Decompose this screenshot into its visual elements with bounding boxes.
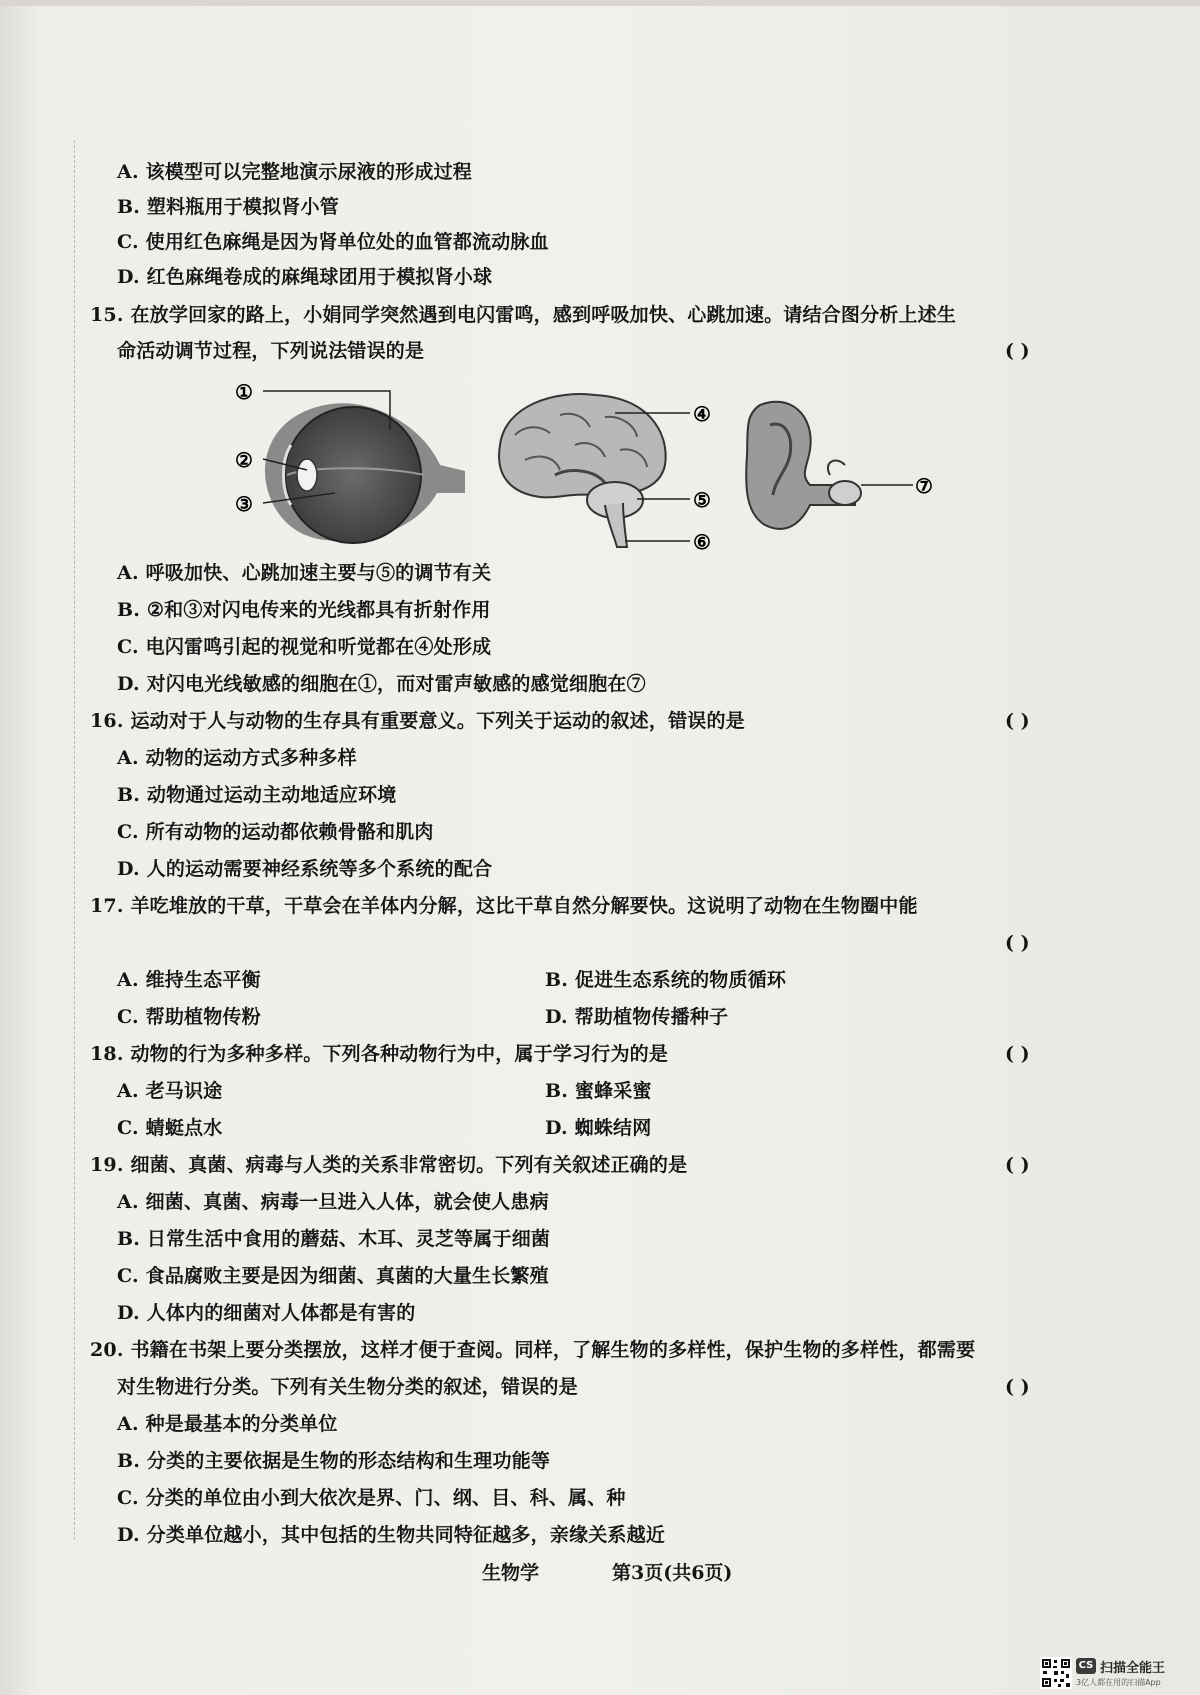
q16-stem: 16. 运动对于人与动物的生存具有重要意义。下列关于运动的叙述，错误的是 xyxy=(90,710,745,732)
q17-option-a: A. 维持生态平衡 xyxy=(117,969,261,991)
binding-line xyxy=(74,140,75,1540)
cs-logo-icon: CS xyxy=(1076,1658,1096,1674)
q19-stem: 19. 细菌、真菌、病毒与人类的关系非常密切。下列有关叙述正确的是 xyxy=(90,1154,688,1176)
q19-option-a: A. 细菌、真菌、病毒一旦进入人体，就会使人患病 xyxy=(117,1191,549,1213)
q18-option-a: A. 老马识途 xyxy=(117,1080,223,1102)
q16-option-a: A. 动物的运动方式多种多样 xyxy=(117,747,357,769)
q20-option-b: B. 分类的主要依据是生物的形态结构和生理功能等 xyxy=(117,1450,551,1472)
q17-option-d: D. 帮助植物传播种子 xyxy=(545,1006,729,1028)
label-6: ⑥ xyxy=(693,530,711,550)
scanner-app-name: 扫描全能王 xyxy=(1100,1661,1166,1676)
label-1: ① xyxy=(235,380,253,404)
q14-option-b: B. 塑料瓶用于模拟肾小管 xyxy=(117,196,339,218)
scanner-watermark xyxy=(1040,1657,1192,1691)
label-4: ④ xyxy=(693,402,711,426)
label-5: ⑤ xyxy=(693,488,711,512)
q17-option-b: B. 促进生态系统的物质循环 xyxy=(545,969,787,991)
q17-answer-paren: ( ) xyxy=(1005,932,1030,954)
q19-answer-paren: ( ) xyxy=(1005,1154,1030,1176)
q20-option-a: A. 种是最基本的分类单位 xyxy=(117,1413,338,1435)
q15-option-d: D. 对闪电光线敏感的细胞在①，而对雷声敏感的感觉细胞在⑦ xyxy=(117,673,646,695)
q18-option-b: B. 蜜蜂采蜜 xyxy=(545,1080,652,1102)
q16-answer-paren: ( ) xyxy=(1005,710,1030,732)
q15-stem-line2: 命活动调节过程，下列说法错误的是 xyxy=(117,340,425,362)
q18-option-d: D. 蜘蛛结网 xyxy=(545,1117,652,1139)
q15-stem-line1: 15. 在放学回家的路上，小娟同学突然遇到电闪雷鸣，感到呼吸加快、心跳加速。请结合图分析上述生 xyxy=(90,304,957,326)
q19-option-c: C. 食品腐败主要是因为细菌、真菌的大量生长繁殖 xyxy=(117,1265,549,1287)
footer-subject: 生物学 xyxy=(482,1562,540,1584)
q19-option-d: D. 人体内的细菌对人体都是有害的 xyxy=(117,1302,416,1324)
q14-option-c: C. 使用红色麻绳是因为肾单位处的血管都流动脉血 xyxy=(117,231,549,253)
q16-option-d: D. 人的运动需要神经系统等多个系统的配合 xyxy=(117,858,493,880)
q16-option-c: C. 所有动物的运动都依赖骨骼和肌肉 xyxy=(117,821,434,843)
q15-option-a: A. 呼吸加快、心跳加速主要与⑤的调节有关 xyxy=(117,562,492,584)
q20-option-d: D. 分类单位越小，其中包括的生物共同特征越多，亲缘关系越近 xyxy=(117,1524,666,1546)
footer-page: 第3页(共6页) xyxy=(612,1562,733,1584)
q17-option-c: C. 帮助植物传粉 xyxy=(117,1006,261,1028)
q18-option-c: C. 蜻蜓点水 xyxy=(117,1117,223,1139)
q15-figure xyxy=(225,375,965,550)
q18-stem: 18. 动物的行为多种多样。下列各种动物行为中，属于学习行为的是 xyxy=(90,1043,669,1065)
brain-icon xyxy=(499,394,666,547)
label-3: ③ xyxy=(235,492,253,516)
q18-answer-paren: ( ) xyxy=(1005,1043,1030,1065)
q20-answer-paren: ( ) xyxy=(1005,1376,1030,1398)
q15-option-c: C. 电闪雷鸣引起的视觉和听觉都在④处形成 xyxy=(117,636,492,658)
q17-stem: 17. 羊吃堆放的干草，干草会在羊体内分解，这比干草自然分解要快。这说明了动物在生物圈中能 xyxy=(90,895,918,917)
q20-option-c: C. 分类的单位由小到大依次是界、门、纲、目、科、属、种 xyxy=(117,1487,626,1509)
label-2: ② xyxy=(235,448,253,472)
qr-code-icon xyxy=(1040,1657,1072,1689)
q20-stem-line2: 对生物进行分类。下列有关生物分类的叙述，错误的是 xyxy=(117,1376,578,1398)
q16-option-b: B. 动物通过运动主动地适应环境 xyxy=(117,784,397,806)
q15-option-b: B. ②和③对闪电传来的光线都具有折射作用 xyxy=(117,599,491,621)
ear-icon xyxy=(746,402,861,529)
q14-option-a: A. 该模型可以完整地演示尿液的形成过程 xyxy=(117,161,472,183)
top-edge xyxy=(0,0,1200,6)
q14-option-d: D. 红色麻绳卷成的麻绳球团用于模拟肾小球 xyxy=(117,266,493,288)
scanner-app-tagline: 3亿人都在用的扫描App xyxy=(1076,1678,1161,1687)
q19-option-b: B. 日常生活中食用的蘑菇、木耳、灵芝等属于细菌 xyxy=(117,1228,551,1250)
label-7: ⑦ xyxy=(915,474,933,498)
q20-stem-line1: 20. 书籍在书架上要分类摆放，这样才便于查阅。同样，了解生物的多样性，保护生物的多样性，都需要 xyxy=(90,1339,976,1361)
eye-icon xyxy=(265,403,465,543)
q15-answer-paren: ( ) xyxy=(1005,340,1030,362)
